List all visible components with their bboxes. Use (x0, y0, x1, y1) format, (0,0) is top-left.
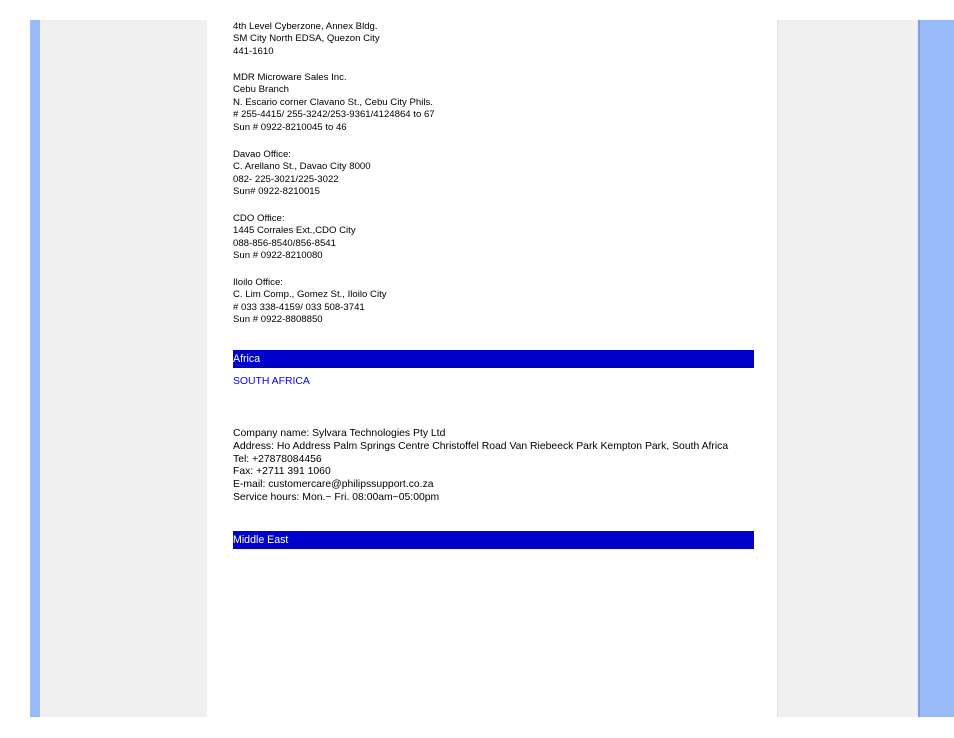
address-line: Sun# 0922-8210015 (233, 186, 320, 198)
address-line: # 255-4415/ 255-3242/253-9361/4124864 to 67 (233, 109, 435, 121)
address-line: Sun # 0922-8808850 (233, 314, 323, 326)
address-line: N. Escario corner Clavano St., Cebu City Phils. (233, 96, 433, 108)
company-name: Company name: Sylvara Technologies Pty Ltd (233, 428, 446, 439)
company-address: Address: Ho Address Palm Springs Centre Christoffel Road Van Riebeeck Park Kempton Park, South Africa (233, 440, 729, 452)
address-line: # 033 338-4159/ 033 508-3741 (233, 301, 365, 313)
service-hours: Service hours: Mon.~ Fri. 08:00am~05:00pm (233, 491, 440, 503)
company-email: E-mail: customercare@philipssupport.co.za (233, 479, 434, 491)
address-line: 088-856-8540/856-8541 (233, 237, 336, 249)
address-line: CDO Office: (233, 213, 285, 224)
office-address-block (233, 277, 387, 327)
section-heading-middle-east: Middle East (233, 531, 754, 549)
right-frame-border (918, 20, 954, 717)
address-line: 082- 225-3021/225-3022 (233, 173, 339, 185)
main-content (233, 20, 777, 717)
address-line: Cebu Branch (233, 84, 289, 96)
address-line: 4th Level Cyberzone, Annex Bldg. (233, 21, 378, 32)
country-link-south-africa[interactable]: SOUTH AFRICA (233, 376, 310, 387)
office-address-block (233, 213, 356, 263)
address-line: Davao Office: (233, 149, 291, 160)
address-line: SM City North EDSA, Quezon City (233, 33, 380, 45)
office-address-block (233, 149, 371, 199)
office-address-block (233, 72, 435, 134)
address-line: MDR Microware Sales Inc. (233, 72, 347, 83)
company-fax: Fax: +2711 391 1060 (233, 466, 331, 478)
left-sidebar (40, 20, 207, 717)
left-frame-border (30, 20, 40, 717)
company-tel: Tel: +27878084456 (233, 453, 322, 465)
address-line: Sun # 0922-8210080 (233, 250, 323, 262)
address-line: 1445 Corrales Ext.,CDO City (233, 225, 356, 237)
section-heading-africa: Africa (233, 350, 754, 368)
address-line: Iloilo Office: (233, 277, 283, 288)
address-line: 441-1610 (233, 45, 274, 57)
right-sidebar (777, 20, 919, 717)
office-address-block (233, 21, 380, 58)
address-line: C. Arellano St., Davao City 8000 (233, 161, 371, 173)
address-line: C. Lim Comp., Gomez St., Iloilo City (233, 289, 387, 301)
address-line: Sun # 0922-8210045 to 46 (233, 121, 347, 133)
south-africa-contact-block (233, 428, 728, 505)
